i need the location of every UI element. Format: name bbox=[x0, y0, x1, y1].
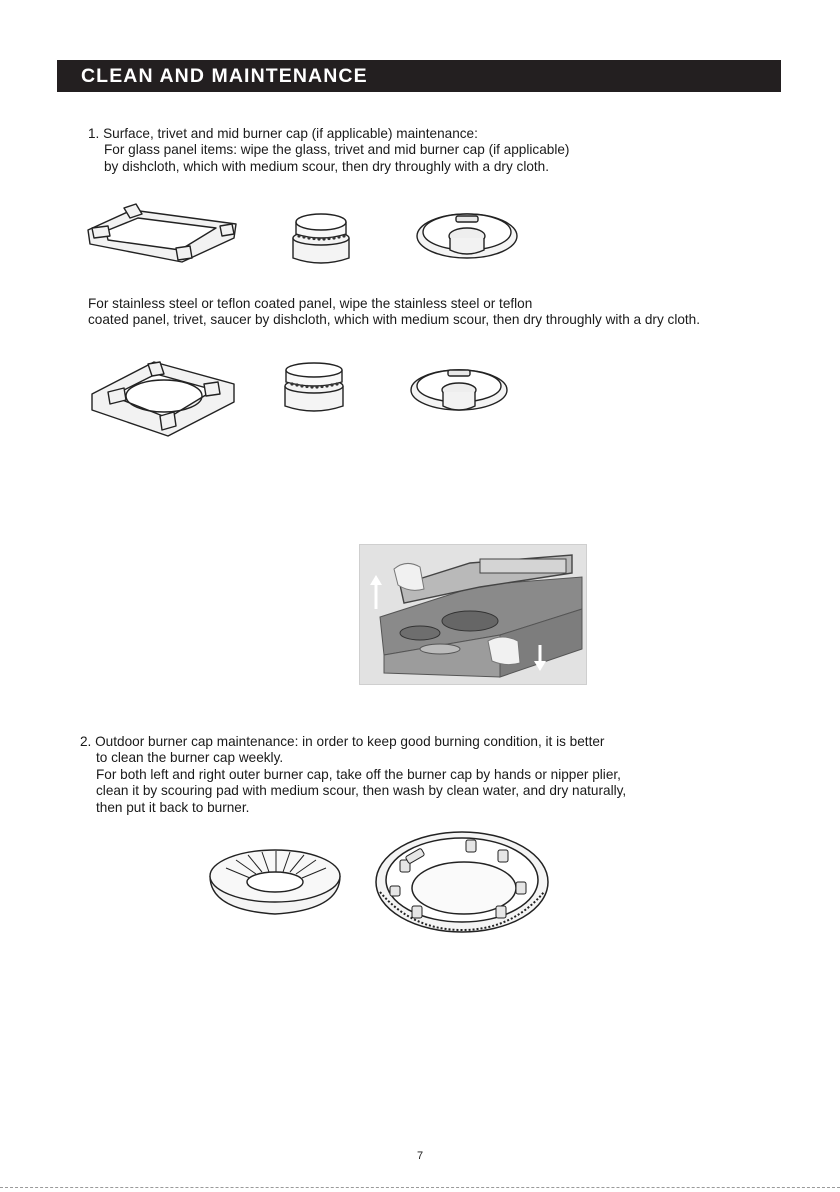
section1-text bbox=[88, 126, 569, 175]
section2-line-3: For both left and right outer burner cap, take off the burner cap by hands or nipper plier, bbox=[96, 766, 621, 782]
section1-steel-text bbox=[88, 296, 700, 329]
page-number: 7 bbox=[416, 1150, 424, 1162]
burner-cap-icon bbox=[288, 210, 354, 270]
glass-line-2: by dishcloth, which with medium scour, then dry throughly with a dry cloth. bbox=[104, 158, 550, 174]
cooktop-photo bbox=[359, 544, 587, 685]
section2-line-1: 2. Outdoor burner cap maintenance: in order to keep good burning condition, it is better bbox=[80, 734, 605, 749]
section2-text bbox=[80, 734, 626, 816]
trivet-icon bbox=[84, 200, 244, 266]
section2-line-5: then put it back to burner. bbox=[96, 799, 250, 815]
glass-line-1: For glass panel items: wipe the glass, trivet and mid burner cap (if applicable) bbox=[104, 142, 570, 158]
section2-line-2: to clean the burner cap weekly. bbox=[96, 750, 284, 766]
burner-cap-icon bbox=[282, 362, 346, 418]
outer-burner-cap-icon bbox=[206, 842, 344, 918]
page-title: CLEAN AND MAINTENANCE bbox=[81, 65, 368, 87]
section-header-bar bbox=[57, 60, 781, 92]
section1-heading: 1. Surface, trivet and mid burner cap (if applicable) maintenance: bbox=[88, 126, 478, 141]
section2-line-4: clean it by scouring pad with medium scour, then wash by clean water, and dry naturally, bbox=[96, 783, 627, 799]
page-bottom-rule bbox=[0, 1187, 840, 1188]
steel-line-2: coated panel, trivet, saucer by dishcloth, which with medium scour, then dry throughly with a dry cloth. bbox=[88, 312, 701, 328]
burner-base-icon bbox=[406, 362, 512, 422]
burner-base-icon bbox=[412, 206, 522, 266]
trivet-icon bbox=[88, 354, 238, 440]
outer-burner-base-icon bbox=[372, 826, 552, 936]
steel-line-1: For stainless steel or teflon coated panel, wipe the stainless steel or teflon bbox=[88, 296, 533, 311]
